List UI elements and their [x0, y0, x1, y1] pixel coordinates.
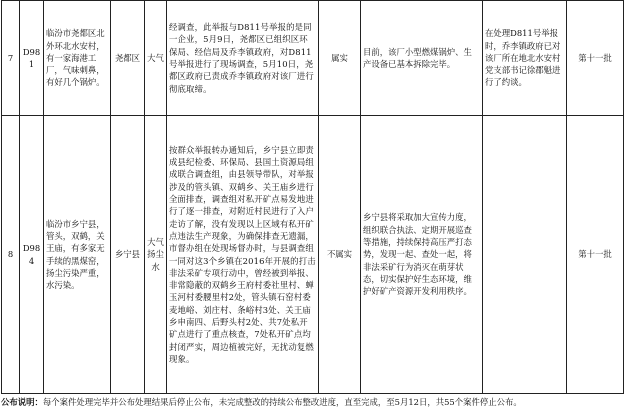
- table-row: [2, 116, 624, 394]
- batch: 第十一批: [567, 1, 624, 116]
- pollution-category: 大气扬尘水: [145, 116, 167, 394]
- batch: 第十一批: [567, 116, 624, 394]
- handling-measures: 乡宁县将采取加大宣传力度，组织联合执法、定期开展巡查等措施，持续保持高压严打态势，发现一起、查处一起，将非法采矿行为消灭在萌芽状态，切实保护好生态环境，维护好矿产资源开发利用秩序。: [361, 116, 483, 394]
- verdict: 属实: [319, 1, 361, 116]
- investigation-result: 按群众举报转办通知后，乡宁县立即责成县纪检委、环保局、县国土资源局组成联合调查组，由县领导带队，对举报涉及的管头镇、双鹤乡、关王庙乡进行全面排查，调查组对私开矿点易发地进行了逐一排查，对附近村民进行了入户走访了解，没有发现以上区域有私开矿点违法生产现象，为确保排查无遗漏，市督办组在处现场督办时，与县调查组一同对这3个乡镇在2016年开展的打击非法采矿专项行动中，曾经被到举报、非常隐蔽的双鹤乡王府村委社里村、蝉玉河村委腰里村2处，管头镇石窑村委麦地峪、刘庄村、条峪村3处、关王庙乡申南四、后野头村2处、共7处私开矿点进行了重点核查，7处私开矿点均封闭严实，周边植被完好，无扰动复燃现象。: [167, 116, 319, 394]
- publication-note-text: 每个案件处理完毕并公布处理结果后停止公布，未完成整改的持续公布整改进度，直至完成，至5月12日，共55个案件停止公布。: [42, 397, 522, 407]
- case-code: D981: [20, 1, 44, 116]
- district: 乡宁县: [111, 116, 145, 394]
- pollution-category: 大气: [145, 1, 167, 116]
- publication-note: [1, 396, 623, 408]
- accountability: [483, 116, 567, 394]
- investigation-result: 经调查，此举报与D811号举报的是同一企业，5月9日，尧都区已组织区环保局、经信局及乔李镇政府，对D811号举报进行了现场调查，5月10日，尧都区政府已责成乔李镇政府对该厂进行彻底取缔。: [167, 1, 319, 116]
- complaint-location: 临汾市乡宁县，管头，双鹤，关王庙，有多家无手续的黑煤窑，扬尘污染严重，水污染。: [44, 116, 111, 394]
- row-number: 8: [2, 116, 20, 394]
- report-sheet: [1, 0, 623, 410]
- verdict: 不属实: [319, 116, 361, 394]
- publication-note-label: 公布说明：: [1, 397, 43, 407]
- complaint-location: 临汾市尧都区北外环北水安村，有一家海港工厂，气味刺鼻，有好几个锅炉。: [44, 1, 111, 116]
- table-row: [2, 1, 624, 116]
- district: 尧都区: [111, 1, 145, 116]
- accountability: 在处理D811号举报时，乔李镇政府已对该厂所在地北水安村党支部书记徐郡魁进行了约谈。: [483, 1, 567, 116]
- case-code: D984: [20, 116, 44, 394]
- row-number: 7: [2, 1, 20, 116]
- case-table: [1, 0, 624, 394]
- handling-measures: 目前，该厂小型燃煤锅炉、生产设备已基本拆除完毕。: [361, 1, 483, 116]
